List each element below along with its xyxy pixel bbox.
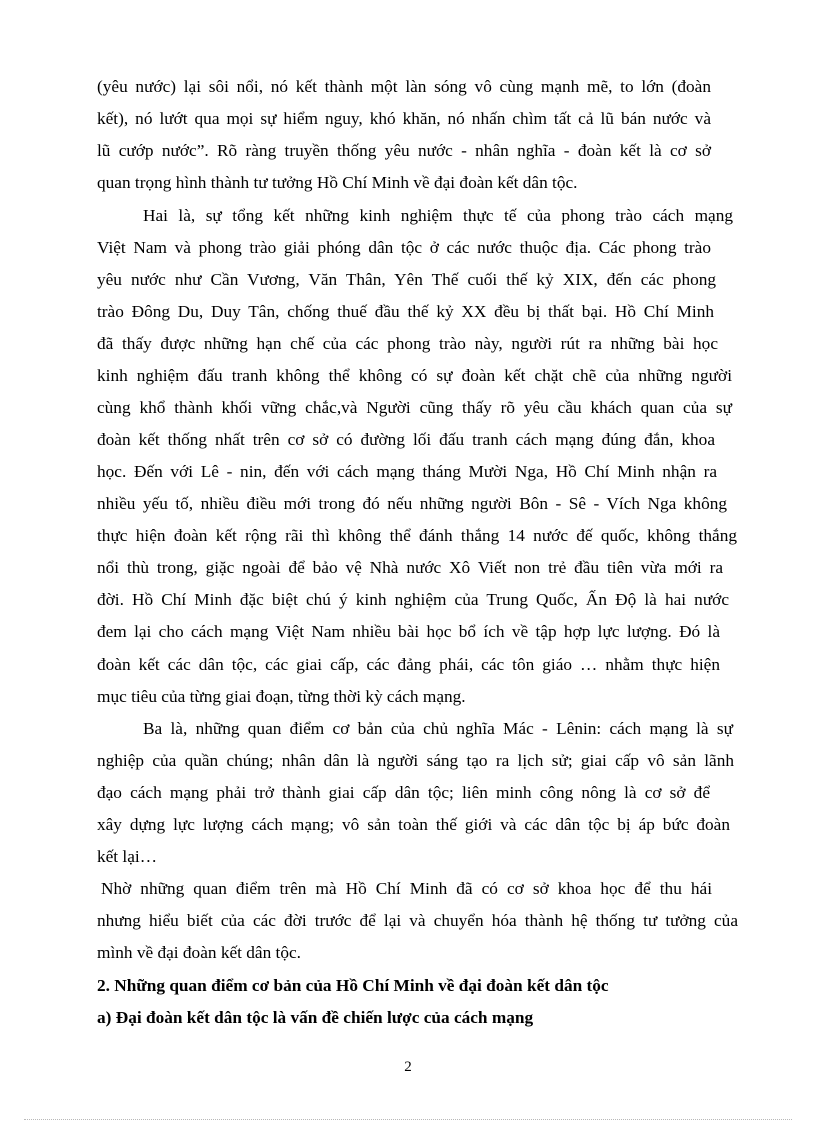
text-line: quan trọng hình thành tư tưởng Hồ Chí Minh về đại đoàn kết dân tộc.: [97, 173, 578, 192]
text-line: thực hiện đoàn kết rộng rãi thì không thể đánh thắng 14 nước đế quốc, không thắng: [97, 526, 737, 545]
text-line: kết), nó lướt qua mọi sự hiểm nguy, khó khăn, nó nhấn chìm tất cả lũ bán nước và: [97, 109, 711, 128]
text-line: Nhờ những quan điểm trên mà Hồ Chí Minh đã có cơ sở khoa học để thu hái: [101, 879, 712, 898]
text-line: nổi thù trong, giặc ngoài để bảo vệ Nhà nước Xô Viết non trẻ đầu tiên vừa mới ra: [97, 558, 723, 577]
text-line: nhiều yếu tố, nhiều điều mới trong đó nếu những người Bôn - Sê - Vích Nga không: [97, 494, 727, 513]
text-line: xây dựng lực lượng cách mạng; vô sản toàn thế giới và các dân tộc bị áp bức đoàn: [97, 815, 730, 834]
text-line: trào Đông Du, Duy Tân, chống thuế đầu thế kỷ XX đều bị thất bại. Hồ Chí Minh: [97, 302, 714, 321]
text-line: đời. Hồ Chí Minh đặc biệt chú ý kinh nghiệm của Trung Quốc, Ấn Độ là hai nước: [97, 590, 729, 609]
text-line: đoàn kết thống nhất trên cơ sở có đường lối đấu tranh cách mạng đúng đắn, khoa: [97, 430, 715, 449]
text-line: kết lại…: [97, 847, 157, 866]
text-line: đã thấy được những hạn chế của các phong trào này, người rút ra những bài học: [97, 334, 718, 353]
text-line: Hai là, sự tổng kết những kinh nghiệm thực tế của phong trào cách mạng: [143, 206, 733, 225]
text-line: Ba là, những quan điểm cơ bản của chủ nghĩa Mác - Lênin: cách mạng là sự: [143, 719, 733, 738]
subsection-heading: a) Đại đoàn kết dân tộc là vấn đề chiến lược của cách mạng: [97, 1008, 534, 1027]
text-line: Việt Nam và phong trào giải phóng dân tộc ở các nước thuộc địa. Các phong trào: [97, 238, 711, 257]
text-line: đạo cách mạng phải trở thành giai cấp dân tộc; liên minh công nông là cơ sở để: [97, 783, 710, 802]
text-line: lũ cướp nước”. Rõ ràng truyền thống yêu nước - nhân nghĩa - đoàn kết là cơ sở: [97, 141, 711, 160]
page-bottom-divider: [24, 1119, 792, 1120]
text-line: yêu nước như Cần Vương, Văn Thân, Yên Thế cuối thế kỷ XIX, đến các phong: [97, 270, 716, 289]
text-line: đem lại cho cách mạng Việt Nam nhiều bài học bổ ích về tập hợp lực lượng. Đó là: [97, 622, 720, 641]
text-line: nhưng hiểu biết của các đời trước để lại và chuyển hóa thành hệ thống tư tưởng của: [97, 911, 738, 930]
section-heading: 2. Những quan điểm cơ bản của Hồ Chí Minh về đại đoàn kết dân tộc: [97, 976, 609, 995]
text-line: đoàn kết các dân tộc, các giai cấp, các đảng phái, các tôn giáo … nhằm thực hiện: [97, 655, 720, 674]
page-number: 2: [404, 1059, 412, 1075]
text-line: học. Đến với Lê - nin, đến với cách mạng tháng Mười Nga, Hồ Chí Minh nhận ra: [97, 462, 717, 481]
text-line: kinh nghiệm đấu tranh không thể không có sự đoàn kết chặt chẽ của những người: [97, 366, 732, 385]
text-line: (yêu nước) lại sôi nổi, nó kết thành một làn sóng vô cùng mạnh mẽ, to lớn (đoàn: [97, 77, 711, 96]
text-line: mình về đại đoàn kết dân tộc.: [97, 943, 301, 962]
text-line: nghiệp của quần chúng; nhân dân là người sáng tạo ra lịch sử; giai cấp vô sản lãnh: [97, 751, 734, 770]
text-line: mục tiêu của từng giai đoạn, từng thời kỳ cách mạng.: [97, 687, 466, 706]
text-line: cùng khổ thành khối vững chắc,và Người cũng thấy rõ yêu cầu khách quan của sự: [97, 398, 732, 417]
